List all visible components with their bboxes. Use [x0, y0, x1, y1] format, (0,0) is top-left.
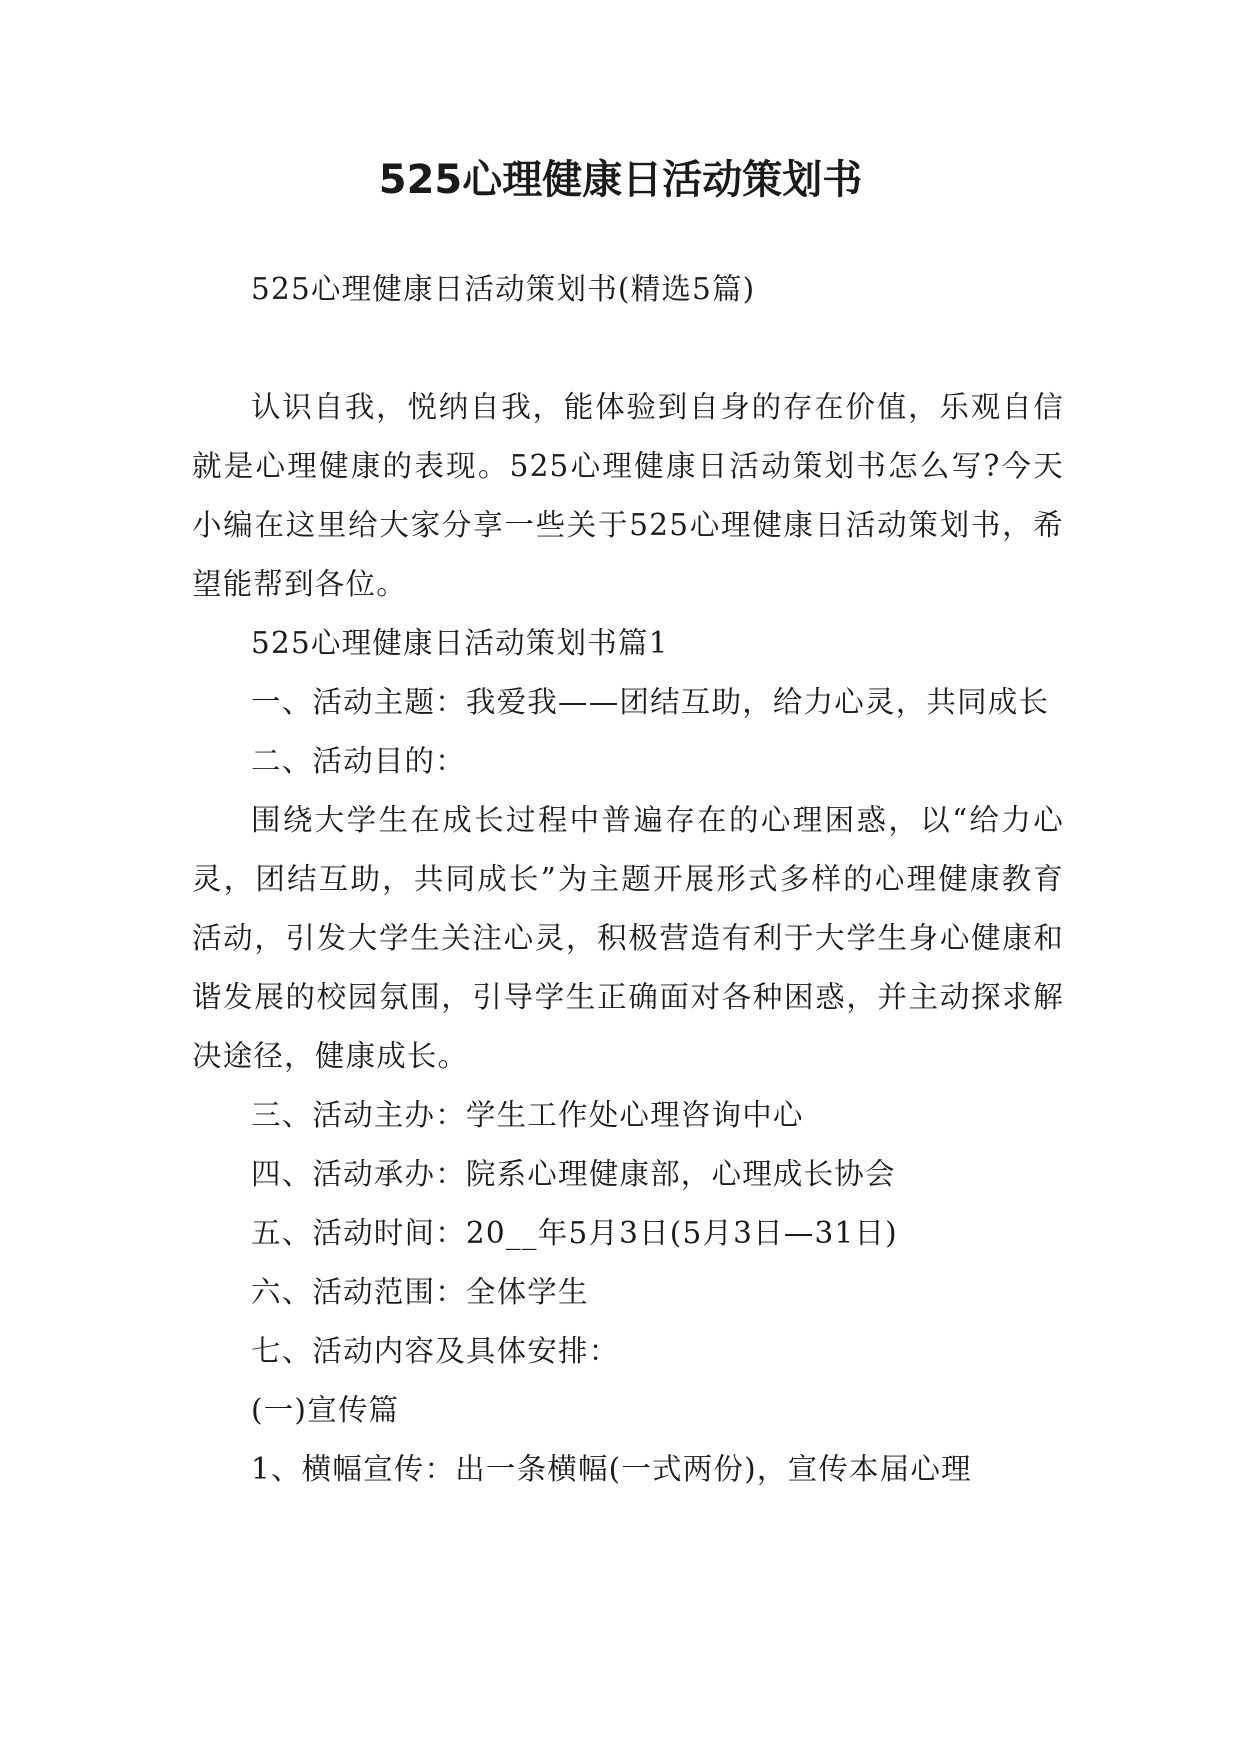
- activity-scope: 六、活动范围：全体学生: [251, 1275, 589, 1309]
- publicity-heading: (一)宣传篇: [251, 1393, 400, 1427]
- activity-purpose-heading: 二、活动目的：: [251, 744, 466, 778]
- banner-publicity: 1、横幅宣传：出一条横幅(一式两份)，宣传本届心理: [251, 1452, 972, 1486]
- activity-time: 五、活动时间：20__年5月3日(5月3日—31日): [251, 1216, 898, 1250]
- document-title: 525心理健康日活动策划书: [378, 157, 863, 203]
- activity-undertaker: 四、活动承办：院系心理健康部，心理成长协会: [251, 1157, 896, 1191]
- intro-paragraph: 认识自我，悦纳自我，能体验到自身的存在价值，乐观自信就是心理健康的表现。525心理健康日活动策划书怎么写?今天小编在这里给大家分享一些关于525心理健康日活动策划书，希望能帮到各位。: [192, 390, 1064, 601]
- activity-content-heading: 七、活动内容及具体安排：: [251, 1334, 620, 1368]
- activity-organizer: 三、活动主办：学生工作处心理咨询中心: [251, 1098, 804, 1132]
- section-heading: 525心理健康日活动策划书篇1: [251, 626, 669, 660]
- activity-purpose-body: 围绕大学生在成长过程中普遍存在的心理困惑，以“给力心灵，团结互助，共同成长”为主题开展形式多样的心理健康教育活动，引发大学生关注心灵，积极营造有利于大学生身心健康和谐发展的校园氛围，引导学生正确面对各种困惑，并主动探求解决途径，健康成长。: [192, 803, 1064, 1073]
- activity-theme: 一、活动主题：我爱我——团结互助，给力心灵，共同成长: [251, 685, 1050, 719]
- document-subtitle: 525心理健康日活动策划书(精选5篇): [251, 272, 756, 306]
- document-body: [192, 260, 1064, 1499]
